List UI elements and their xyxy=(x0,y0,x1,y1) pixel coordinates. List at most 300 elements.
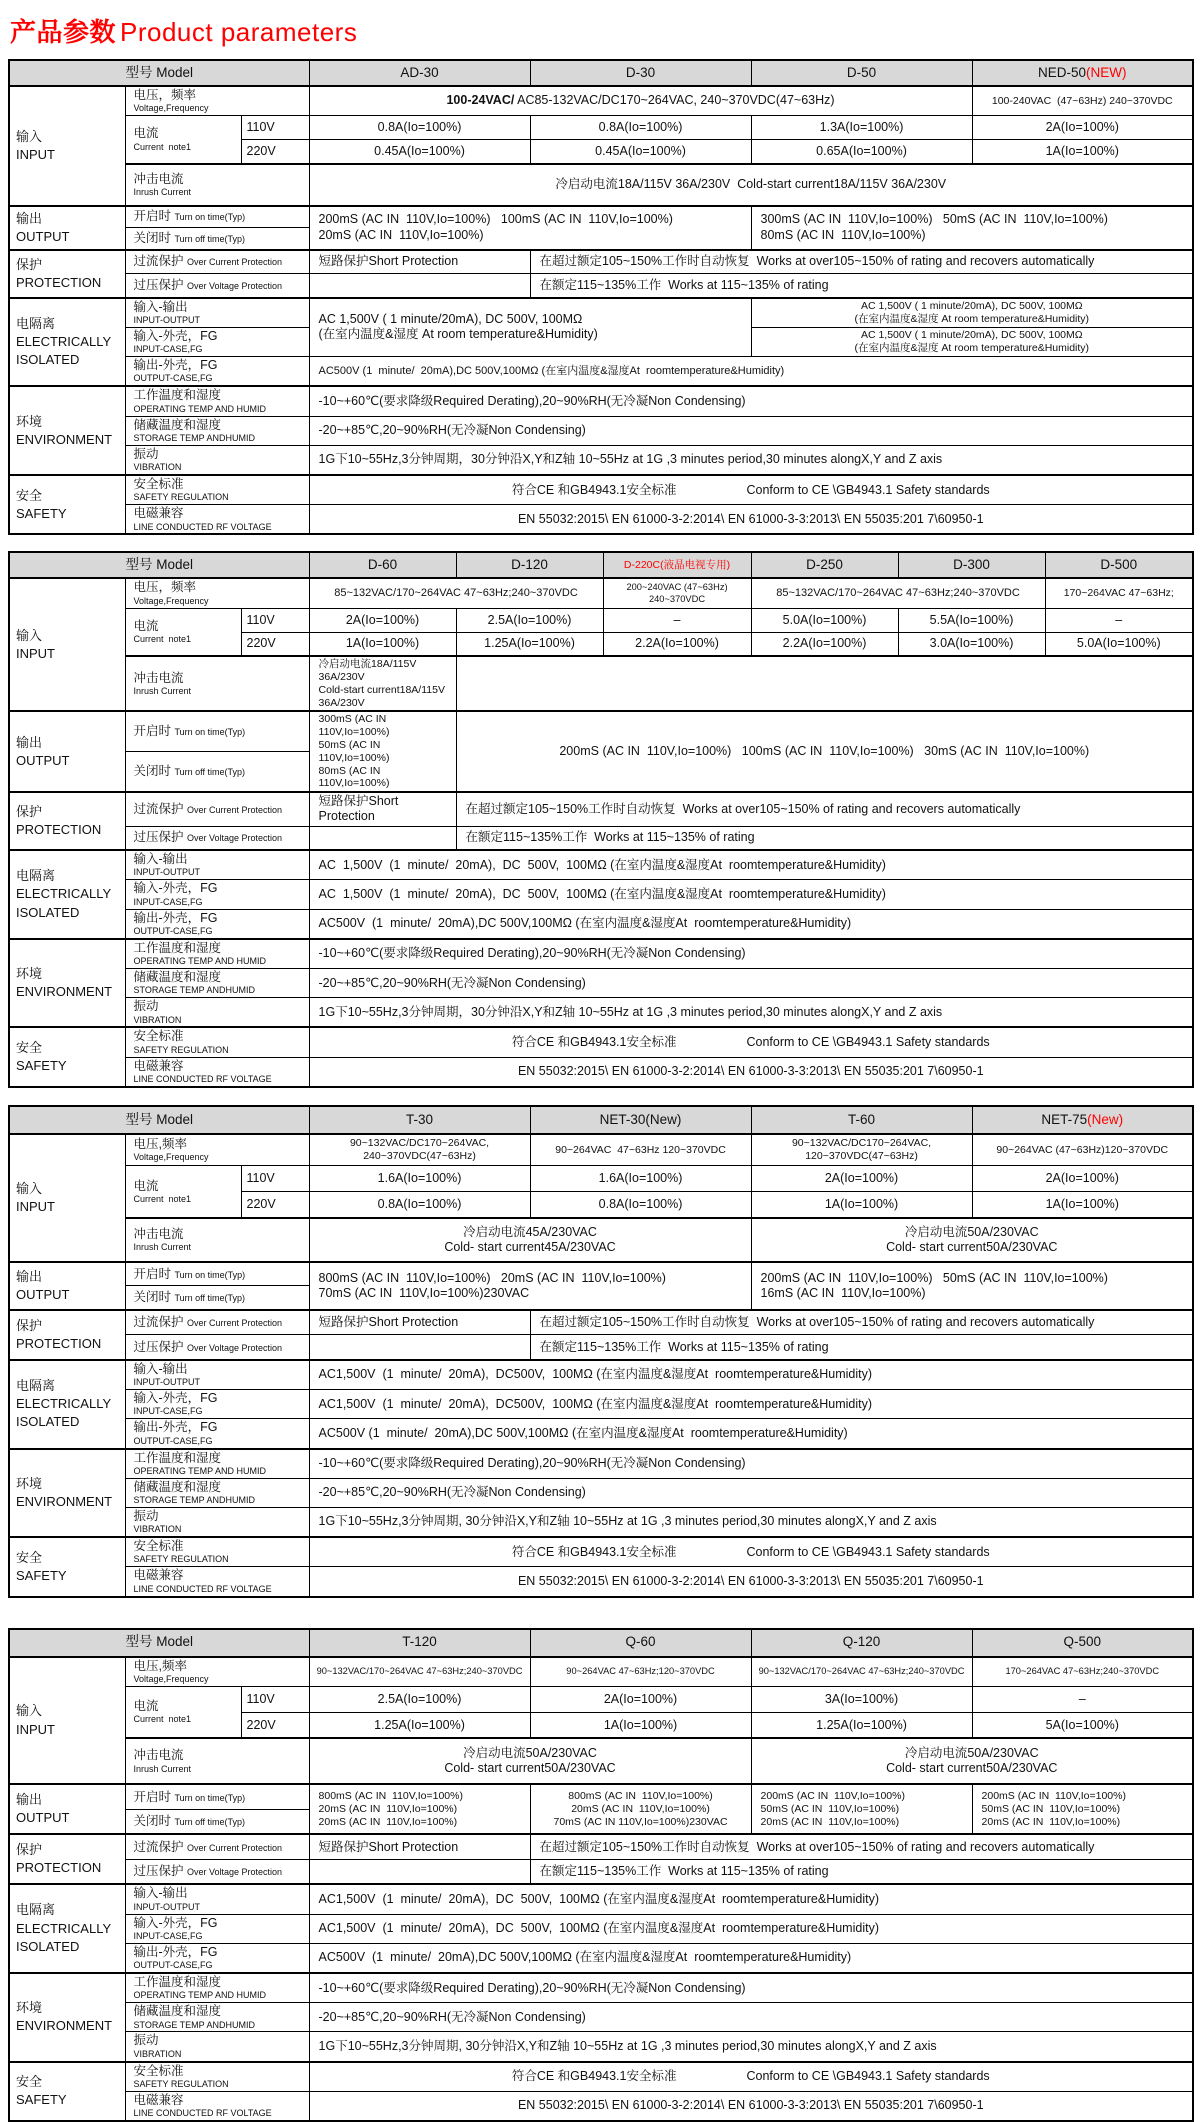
cell-line: Voltage,Frequency xyxy=(133,595,209,606)
cell-line: 输出 xyxy=(16,1792,43,1808)
table4-over-voltage-cell-1 xyxy=(309,1859,530,1884)
table2-current-220v-cell-3: 2.2A(Io=100%) xyxy=(603,632,751,656)
table4-row-input-output xyxy=(9,1884,1193,1914)
table4-operating-temp-cell-2: -10~+60℃(要求降级Required Derating),20~90%RH(无冷凝Non Condensing) xyxy=(309,1973,1193,2003)
table4-voltage-cell-0 xyxy=(9,1657,125,1785)
table1-row-over-current xyxy=(9,250,1193,274)
table1-model-header-cell-4 xyxy=(972,60,1193,86)
table4-voltage-cell-4: 90~132VAC/170~264VAC 47~63Hz;240~370VDC xyxy=(751,1657,972,1687)
table3-over-current-cell-0 xyxy=(9,1310,125,1360)
cell-line: 安全标准 xyxy=(133,1029,184,1044)
table2-storage-temp-cell-1: -20~+85℃,20~90%RH(无冷凝Non Condensing) xyxy=(309,969,1193,998)
cell-line: LINE CONDUCTED RF VOLTAGE xyxy=(133,1073,272,1084)
table4-over-current-cell-3: 在超过额定105~150%工作时自动恢复 Works at over105~150% of rating and recovers automatically xyxy=(530,1834,1193,1859)
text-part: 过流保护 xyxy=(133,1839,187,1854)
table1-current-110v-cell-2: 0.8A(Io=100%) xyxy=(309,116,530,140)
text-part: Over Voltage Protection xyxy=(186,280,283,291)
page-title xyxy=(10,12,1200,49)
table2-input-output-cell-0 xyxy=(9,850,125,939)
cell-line: OUTPUT-CASE,FG xyxy=(133,373,213,384)
table2-turn-on-cell-3: 200mS (AC IN 110V,Io=100%) 100mS (AC IN 110V,Io=100%) 30mS (AC IN 110V,Io=100%) xyxy=(456,711,1193,792)
cell-line: Voltage,Frequency xyxy=(133,1673,209,1684)
table3-row-vibration xyxy=(9,1508,1193,1538)
table3-input-case-cell-1: AC1,500V (1 minute/ 20mA), DC500V, 100MΩ (在室内温度&湿度At roomtemperature&Humidity) xyxy=(309,1390,1193,1419)
table2-input-output-cell-2: AC 1,500V (1 minute/ 20mA), DC 500V, 100MΩ (在室内温度&湿度At roomtemperature&Humidity) xyxy=(309,850,1193,880)
table4-current-110v-cell-4: 3A(Io=100%) xyxy=(751,1686,972,1712)
cell-line: 电隔离 xyxy=(16,1377,56,1393)
cell-line: ELECTRICALLY xyxy=(16,1396,112,1412)
table3-output-case-cell-0 xyxy=(125,1419,309,1449)
cell-line: 70mS (AC IN 110V,Io=100%)230VAC xyxy=(553,1815,728,1828)
text-part: 关闭时 xyxy=(133,764,175,779)
table3-inrush-cell-2 xyxy=(751,1218,1193,1262)
cell-line: 工作温度和湿度 xyxy=(133,940,222,955)
cell-line: 240~370VDC(47~63Hz) xyxy=(363,1150,476,1163)
text-part: 开启时 xyxy=(133,1266,175,1281)
table1-voltage-cell-3: 100-240VAC (47~63Hz) 240~370VDC xyxy=(972,86,1193,116)
table2-turn-off-cell-0 xyxy=(125,752,309,792)
table4-row-voltage xyxy=(9,1657,1193,1687)
table2-current-110v-cell-3: 2.5A(Io=100%) xyxy=(456,608,603,632)
table4-output-case-cell-0 xyxy=(125,1943,309,1973)
table4-input-output-cell-2: AC1,500V (1 minute/ 20mA), DC 500V, 100MΩ (在室内温度&湿度At roomtemperature&Humidity) xyxy=(309,1884,1193,1914)
table2-output-case-cell-1: AC500V (1 minute/ 20mA),DC 500V,100MΩ (在室内温度&湿度At roomtemperature&Humidity) xyxy=(309,909,1193,939)
text-part: 开启时 xyxy=(133,209,175,224)
table2 xyxy=(8,551,1194,1087)
table4-voltage-cell-2: 90~132VAC/170~264VAC 47~63Hz;240~370VDC xyxy=(309,1657,530,1687)
table4-row-storage-temp xyxy=(9,2003,1193,2032)
cell-line: 冷启动电流45A/230VAC xyxy=(463,1224,597,1239)
table2-voltage-cell-5: 170~264VAC 47~63Hz; xyxy=(1045,578,1193,608)
cell-line: LINE CONDUCTED RF VOLTAGE xyxy=(133,1583,272,1594)
table3-row-current-110v xyxy=(9,1166,1193,1192)
table4-vibration-cell-0 xyxy=(125,2032,309,2062)
cell-line: ENVIRONMENT xyxy=(16,984,113,1000)
table2-input-output-cell-1 xyxy=(125,850,309,880)
cell-line: 安全 xyxy=(16,2074,43,2090)
table2-current-110v-cell-1: 110V xyxy=(241,608,309,632)
table2-safety-regulation-cell-2 xyxy=(309,1027,1193,1057)
cell-line: 300mS (AC IN 110V,Io=100%) 50mS (AC IN 110V,Io=100%) xyxy=(760,212,1108,227)
cell-line: 输入 xyxy=(16,128,43,144)
cell-line: 20mS (AC IN 110V,Io=100%) xyxy=(318,1802,458,1815)
text-part: 符合CE 和GB4943.1安全标准 xyxy=(511,2069,677,2084)
cell-line: 90~132VAC/DC170~264VAC, xyxy=(791,1137,932,1150)
cell-line: Cold- start current50A/230VAC xyxy=(886,1239,1058,1254)
cell-line: AC 1,500V ( 1 minute/20mA), DC 500V, 100MΩ xyxy=(860,329,1083,342)
table2-voltage-cell-3: 200~240VAC (47~63Hz) 240~370VDC xyxy=(603,578,751,608)
table2-voltage-cell-2: 85~132VAC/170~264VAC 47~63Hz;240~370VDC xyxy=(309,578,603,608)
table2-safety-regulation-cell-0 xyxy=(9,1027,125,1086)
cell-line: 300mS (AC IN 110V,Io=100%) xyxy=(318,713,390,739)
text-part: 过压保护 xyxy=(133,277,187,292)
table4-model-header-cell-1: T-120 xyxy=(309,1629,530,1657)
table2-current-220v-cell-4: 2.2A(Io=100%) xyxy=(751,632,898,656)
table3-turn-off-cell-0 xyxy=(125,1286,309,1310)
table2-row-vibration xyxy=(9,998,1193,1028)
table1-inrush-cell-0 xyxy=(125,164,309,206)
cell-line: 冷启动电流50A/230VAC xyxy=(904,1746,1039,1761)
cell-line: 冲击电流 xyxy=(133,171,184,186)
text-part: 过压保护 xyxy=(133,1339,187,1354)
cell-line: 输入-输出 xyxy=(133,299,188,314)
table2-over-current-cell-2: 短路保护Short Protection xyxy=(309,792,456,826)
cell-line: 电流 xyxy=(133,1699,159,1714)
table1-vibration-cell-1: 1G下10~55Hz,3分钟周期，30分钟沿X,Y和Z轴 10~55Hz at 1G ,3 minutes period,30 minutes alongX,Y and Z axis xyxy=(309,445,1193,475)
cell-line: 输出-外壳，FG xyxy=(133,910,218,925)
table2-over-current-cell-1 xyxy=(125,792,309,826)
table2-model-header-cell-6: D-500 xyxy=(1045,552,1193,578)
cell-line: 安全标准 xyxy=(133,477,184,492)
cell-line: 振动 xyxy=(133,1509,159,1523)
cell-line: 冷启动电流50A/230VAC xyxy=(904,1224,1039,1239)
cell-line: 储藏温度和湿度 xyxy=(133,2004,222,2019)
table1-storage-temp-cell-1: -20~+85℃,20~90%RH(无冷凝Non Condensing) xyxy=(309,416,1193,445)
table3-current-220v-cell-4: 1A(Io=100%) xyxy=(972,1192,1193,1218)
cell-line: OUTPUT xyxy=(16,1810,70,1826)
table2-model-header-cell-4: D-250 xyxy=(751,552,898,578)
table2-row-emc xyxy=(9,1057,1193,1087)
cell-line: 电隔离 xyxy=(16,315,56,331)
cell-line: 振动 xyxy=(133,446,159,461)
cell-line: 20mS (AC IN 110V,Io=100%) xyxy=(571,1802,710,1815)
table2-current-220v-cell-2: 1.25A(Io=100%) xyxy=(456,632,603,656)
table3-row-emc xyxy=(9,1567,1193,1597)
table3-current-110v-cell-1: 110V xyxy=(241,1166,309,1192)
table3-voltage-cell-1 xyxy=(125,1134,309,1166)
cell-line: 200mS (AC IN 110V,Io=100%) xyxy=(760,1790,905,1803)
cell-line: SAFETY REGULATION xyxy=(133,1044,229,1055)
table4-input-output-cell-1 xyxy=(125,1884,309,1914)
cell-line: OUTPUT-CASE,FG xyxy=(133,925,213,936)
table4-current-110v-cell-5: – xyxy=(972,1686,1193,1712)
table2-current-110v-cell-4: – xyxy=(603,608,751,632)
table4-inrush-cell-0 xyxy=(125,1738,309,1784)
table4-input-output-cell-0 xyxy=(9,1884,125,1973)
table4-over-current-cell-0 xyxy=(9,1834,125,1884)
table3-safety-regulation-cell-2 xyxy=(309,1537,1193,1567)
cell-line: AC 1,500V ( 1 minute/20mA), DC 500V, 100MΩ xyxy=(318,312,583,327)
cell-line: 输入-输出 xyxy=(133,1886,188,1901)
text-part: 过压保护 xyxy=(133,830,187,845)
table2-model-header-cell-1: D-60 xyxy=(309,552,456,578)
table4-row-over-voltage xyxy=(9,1859,1193,1884)
table1-current-110v-cell-4: 1.3A(Io=100%) xyxy=(751,116,972,140)
cell-line: 冷启动电流50A/230VAC xyxy=(463,1746,597,1761)
table1 xyxy=(8,59,1194,535)
text-part: Over Voltage Protection xyxy=(186,1867,283,1877)
table3-row-over-current xyxy=(9,1310,1193,1335)
cell-line: 保护 xyxy=(16,1842,43,1858)
table1-row-inrush xyxy=(9,164,1193,206)
table3-input-case-cell-0 xyxy=(125,1390,309,1419)
text-part: Turn on time(Typ) xyxy=(174,212,246,223)
table1-turn-off-cell-0 xyxy=(125,228,309,250)
table2-vibration-cell-1: 1G下10~55Hz,3分钟周期，30分钟沿X,Y和Z轴 10~55Hz at 1G ,3 minutes period,30 minutes alongX,Y and Z axis xyxy=(309,998,1193,1028)
text-part: Turn off time(Typ) xyxy=(174,1293,246,1304)
table4-current-220v-cell-2: 1A(Io=100%) xyxy=(530,1712,751,1738)
table4-row-emc xyxy=(9,2091,1193,2121)
table4-turn-on-cell-5 xyxy=(972,1784,1193,1834)
table2-voltage-cell-0 xyxy=(9,578,125,711)
text-part: 过流保护 xyxy=(133,801,187,816)
cell-line: ELECTRICALLY xyxy=(16,333,112,349)
table3-vibration-cell-1: 1G下10~55Hz,3分钟周期, 30分钟沿X,Y和Z轴 10~55Hz at 1G ,3 minutes period,30 minutes alongX,Y and Z axis xyxy=(309,1508,1193,1538)
cell-line: ISOLATED xyxy=(16,1938,80,1954)
cell-line: 20mS (AC IN 110V,Io=100%) xyxy=(318,227,484,242)
table1-input-case-cell-0 xyxy=(125,327,309,356)
cell-line: 振动 xyxy=(133,2033,159,2048)
table3-current-220v-cell-2: 0.8A(Io=100%) xyxy=(530,1192,751,1218)
table3-row-voltage xyxy=(9,1134,1193,1166)
cell-line: Voltage,Frequency xyxy=(133,103,209,114)
text-part: 开启时 xyxy=(133,1789,175,1804)
cell-line: 电压,频率 xyxy=(133,1658,187,1673)
table1-input-case-cell-1 xyxy=(751,327,1193,356)
cell-line: 电隔离 xyxy=(16,1902,56,1918)
table2-row-operating-temp xyxy=(9,939,1193,969)
table1-over-voltage-cell-2: 在额定115~135%工作 Works at 115~135% of rating xyxy=(530,274,1193,298)
cell-line: (在室内温度&湿度 At room temperature&Humidity) xyxy=(854,342,1090,355)
text-part: 符合CE 和GB4943.1安全标准 xyxy=(511,1034,677,1049)
cell-line: SAFETY xyxy=(16,1058,67,1074)
cell-line: 电磁兼容 xyxy=(133,2092,184,2107)
text-part: 开启时 xyxy=(133,724,175,739)
cell-line: 电压，频率 xyxy=(133,580,197,595)
cell-line: 电压,频率 xyxy=(133,1137,187,1152)
table1-input-output-cell-0 xyxy=(9,298,125,387)
cell-line: 20mS (AC IN 110V,Io=100%) xyxy=(318,1815,458,1828)
table2-row-over-voltage xyxy=(9,826,1193,850)
table2-input-case-cell-1: AC 1,500V (1 minute/ 20mA), DC 500V, 100MΩ (在室内温度&湿度At roomtemperature&Humidity) xyxy=(309,880,1193,909)
cell-line: (在室内温度&湿度 At room temperature&Humidity) xyxy=(854,312,1090,325)
text-part: 关闭时 xyxy=(133,1290,175,1305)
table3-current-110v-cell-2: 1.6A(Io=100%) xyxy=(309,1166,530,1192)
table3-voltage-cell-4 xyxy=(751,1134,972,1166)
table4-row-vibration xyxy=(9,2032,1193,2062)
cell-line: 环境 xyxy=(16,1475,43,1491)
cell-line: 电磁兼容 xyxy=(133,506,184,521)
table2-operating-temp-cell-2: -10~+60℃(要求降级Required Derating),20~90%RH(无冷凝Non Condensing) xyxy=(309,939,1193,969)
cell-line: 保护 xyxy=(16,803,43,819)
table3-row-turn-on xyxy=(9,1262,1193,1286)
table2-storage-temp-cell-0 xyxy=(125,969,309,998)
table1-current-220v-cell-4: 1A(Io=100%) xyxy=(972,140,1193,164)
cell-line: INPUT xyxy=(16,645,55,661)
cell-line: STORAGE TEMP ANDHUMID xyxy=(133,2019,256,2030)
table3-over-voltage-cell-0 xyxy=(125,1335,309,1360)
cell-line: 800mS (AC IN 110V,Io=100%) xyxy=(318,1790,463,1803)
table2-inrush-cell-1 xyxy=(309,656,456,711)
table3-current-110v-cell-5: 2A(Io=100%) xyxy=(972,1166,1193,1192)
table4-safety-regulation-cell-2 xyxy=(309,2062,1193,2092)
cell-line: 输入 xyxy=(16,1703,43,1719)
table2-row-over-current xyxy=(9,792,1193,826)
text-part: Turn off time(Typ) xyxy=(174,767,246,778)
table4-voltage-cell-1 xyxy=(125,1657,309,1687)
table1-over-current-cell-3: 在超过额定105~150%工作时自动恢复 Works at over105~150% of rating and recovers automatically xyxy=(530,250,1193,274)
table2-model-header-cell-5: D-300 xyxy=(898,552,1045,578)
table1-current-110v-cell-5: 2A(Io=100%) xyxy=(972,116,1193,140)
table2-input-case-cell-0 xyxy=(125,880,309,909)
table1-vibration-cell-0 xyxy=(125,445,309,475)
cell-line: OPERATING TEMP AND HUMID xyxy=(133,1990,267,2001)
text-part: (NEW) xyxy=(1086,64,1127,80)
table4-emc-cell-0 xyxy=(125,2091,309,2121)
text-part: AC85-132VAC/DC170~264VAC, 240~370VDC(47~63Hz) xyxy=(514,93,835,108)
cell-line: VIBRATION xyxy=(133,1524,182,1535)
cell-line: OUTPUT xyxy=(16,228,70,244)
table1-operating-temp-cell-0 xyxy=(9,386,125,475)
table3-turn-on-cell-3 xyxy=(751,1262,1193,1310)
cell-line: 冷启动电流18A/115V 36A/230V xyxy=(318,658,417,683)
cell-line: Current note1 xyxy=(133,634,192,645)
cell-line: 200mS (AC IN 110V,Io=100%) xyxy=(981,1790,1126,1803)
table3-storage-temp-cell-1: -20~+85℃,20~90%RH(无冷凝Non Condensing) xyxy=(309,1478,1193,1507)
table3-vibration-cell-0 xyxy=(125,1508,309,1538)
table1-row-input-output xyxy=(9,298,1193,328)
table2-inrush-cell-0 xyxy=(125,656,309,711)
table4-current-220v-cell-4: 5A(Io=100%) xyxy=(972,1712,1193,1738)
table2-turn-on-cell-0 xyxy=(9,711,125,792)
cell-line: 冲击电流 xyxy=(133,1226,184,1241)
table3-current-110v-cell-4: 2A(Io=100%) xyxy=(751,1166,972,1192)
cell-line: ELECTRICALLY xyxy=(16,886,112,902)
cell-line: 输入 xyxy=(16,627,43,643)
cell-line: 保护 xyxy=(16,256,43,272)
cell-line: INPUT-OUTPUT xyxy=(133,314,200,325)
table4-input-case-cell-1: AC1,500V (1 minute/ 20mA), DC 500V, 100MΩ (在室内温度&湿度At roomtemperature&Humidity) xyxy=(309,1914,1193,1943)
table1-over-voltage-cell-0 xyxy=(125,274,309,298)
table4-turn-on-cell-3 xyxy=(530,1784,751,1834)
table2-emc-cell-1: EN 55032:2015\ EN 61000-3-2:2014\ EN 61000-3-3:2013\ EN 55035:201 7\60950-1 xyxy=(309,1057,1193,1087)
table1-current-220v-cell-2: 0.45A(Io=100%) xyxy=(530,140,751,164)
table2-voltage-cell-1 xyxy=(125,578,309,608)
table1-turn-on-cell-1 xyxy=(125,206,309,228)
cell-line: 70mS (AC IN 110V,Io=100%)230VAC xyxy=(318,1285,530,1300)
table2-row-output-case xyxy=(9,909,1193,939)
table3-safety-regulation-cell-1 xyxy=(125,1537,309,1567)
cell-line: 50mS (AC IN 110V,Io=100%) xyxy=(318,738,390,764)
table2-current-220v-cell-1: 1A(Io=100%) xyxy=(309,632,456,656)
cell-line: 50mS (AC IN 110V,Io=100%) xyxy=(760,1802,900,1815)
table1-emc-cell-0 xyxy=(125,505,309,535)
cell-line: PROTECTION xyxy=(16,274,102,290)
table4-row-output-case xyxy=(9,1943,1193,1973)
table2-current-110v-cell-6: 5.5A(Io=100%) xyxy=(898,608,1045,632)
table3-row-input-output xyxy=(9,1360,1193,1390)
table3-input-output-cell-0 xyxy=(9,1360,125,1449)
table4-row-current-110v xyxy=(9,1686,1193,1712)
text-part: Conform to CE \GB4943.1 Safety standards xyxy=(746,1034,990,1049)
table4-output-case-cell-1: AC500V (1 minute/ 20mA),DC 500V,100MΩ (在室内温度&湿度At roomtemperature&Humidity) xyxy=(309,1943,1193,1973)
table2-model-header-cell-2: D-120 xyxy=(456,552,603,578)
table2-current-220v-cell-5: 3.0A(Io=100%) xyxy=(898,632,1045,656)
table1-over-current-cell-1 xyxy=(125,250,309,274)
cell-line: 冲击电流 xyxy=(133,1748,184,1763)
table1-storage-temp-cell-0 xyxy=(125,416,309,445)
table4-current-220v-cell-3: 1.25A(Io=100%) xyxy=(751,1712,972,1738)
cell-line: Inrush Current xyxy=(133,1763,192,1774)
table2-current-110v-cell-0 xyxy=(125,608,241,656)
table4-turn-on-cell-4 xyxy=(751,1784,972,1834)
cell-line: INPUT-CASE,FG xyxy=(133,344,203,355)
table3-row-output-case xyxy=(9,1419,1193,1449)
table4-row-model-header xyxy=(9,1629,1193,1657)
table2-over-voltage-cell-0 xyxy=(125,826,309,850)
cell-line: 安全 xyxy=(16,1040,43,1055)
cell-line: 保护 xyxy=(16,1317,43,1333)
table1-model-header-cell-3: D-50 xyxy=(751,60,972,86)
table3-input-output-cell-2: AC1,500V (1 minute/ 20mA), DC500V, 100MΩ (在室内温度&湿度At roomtemperature&Humidity) xyxy=(309,1360,1193,1390)
table3-turn-on-cell-2 xyxy=(309,1262,751,1310)
cell-line: 电流 xyxy=(133,618,159,633)
cell-line: 输入-外壳，FG xyxy=(133,1391,218,1406)
table4-model-header-cell-2: Q-60 xyxy=(530,1629,751,1657)
table1-row-emc xyxy=(9,505,1193,535)
cell-line: 800mS (AC IN 110V,Io=100%) 20mS (AC IN 110V,Io=100%) xyxy=(318,1270,666,1285)
cell-line: 储藏温度和湿度 xyxy=(133,970,222,985)
page-title-en: Product parameters xyxy=(120,17,358,47)
text-part: Conform to CE \GB4943.1 Safety standards xyxy=(746,2069,990,2084)
table1-over-current-cell-0 xyxy=(9,250,125,298)
table1-operating-temp-cell-1 xyxy=(125,386,309,416)
table4-row-inrush xyxy=(9,1738,1193,1784)
table2-row-current-110v xyxy=(9,608,1193,632)
cell-line: PROTECTION xyxy=(16,1335,102,1351)
text-part: Over Current Protection xyxy=(186,1842,283,1853)
table2-model-header-cell-0: 型号 Model xyxy=(9,552,309,578)
text-part: D-220C(液晶电视专用) xyxy=(623,559,731,572)
cell-line: 输出 xyxy=(16,734,43,750)
table1-over-voltage-cell-1 xyxy=(309,274,530,298)
table1-current-220v-cell-1: 0.45A(Io=100%) xyxy=(309,140,530,164)
table1-over-current-cell-2: 短路保护Short Protection xyxy=(309,250,530,274)
cell-line: Cold- start current50A/230VAC xyxy=(444,1761,616,1776)
table3-turn-on-cell-1 xyxy=(125,1262,309,1286)
table3-current-110v-cell-0 xyxy=(125,1166,241,1218)
table1-emc-cell-1: EN 55032:2015\ EN 61000-3-2:2014\ EN 61000-3-3:2013\ EN 55035:201 7\60950-1 xyxy=(309,505,1193,535)
table2-emc-cell-0 xyxy=(125,1057,309,1087)
table3-row-model-header xyxy=(9,1106,1193,1134)
cell-line: Current note1 xyxy=(133,1193,192,1204)
cell-line: INPUT-CASE,FG xyxy=(133,896,203,907)
cell-line: 90~132VAC/DC170~264VAC, xyxy=(349,1137,490,1150)
table2-current-220v-cell-0: 220V xyxy=(241,632,309,656)
table4-row-over-current xyxy=(9,1834,1193,1859)
table1-row-output-case xyxy=(9,357,1193,387)
cell-line: 冲击电流 xyxy=(133,670,184,685)
table1-row-over-voltage xyxy=(9,274,1193,298)
table4-vibration-cell-1: 1G下10~55Hz,3分钟周期, 30分钟沿X,Y和Z轴 10~55Hz at 1G ,3 minutes period,30 minutes alongX,Y and Z axis xyxy=(309,2032,1193,2062)
table1-voltage-cell-0 xyxy=(9,86,125,206)
cell-line: 20mS (AC IN 110V,Io=100%) xyxy=(760,1815,900,1828)
table2-operating-temp-cell-1 xyxy=(125,939,309,969)
cell-line: Cold-start current18A/115V 36A/230V xyxy=(318,683,445,709)
text-part: 符合CE 和GB4943.1安全标准 xyxy=(511,482,677,497)
table2-operating-temp-cell-0 xyxy=(9,939,125,1028)
cell-line: SAFETY REGULATION xyxy=(133,1554,229,1565)
table1-current-220v-cell-3: 0.65A(Io=100%) xyxy=(751,140,972,164)
cell-line: VIBRATION xyxy=(133,1014,182,1025)
text-part: Turn off time(Typ) xyxy=(174,1817,246,1827)
cell-line: 200mS (AC IN 110V,Io=100%) 100mS (AC IN 110V,Io=100%) xyxy=(318,212,673,227)
cell-line: 输入-输出 xyxy=(133,1361,188,1376)
text-part: 符合CE 和GB4943.1安全标准 xyxy=(511,1544,677,1559)
text-part: 关闭时 xyxy=(133,1814,175,1828)
table1-output-case-cell-0 xyxy=(125,357,309,387)
cell-line: 输出-外壳，FG xyxy=(133,1944,218,1959)
